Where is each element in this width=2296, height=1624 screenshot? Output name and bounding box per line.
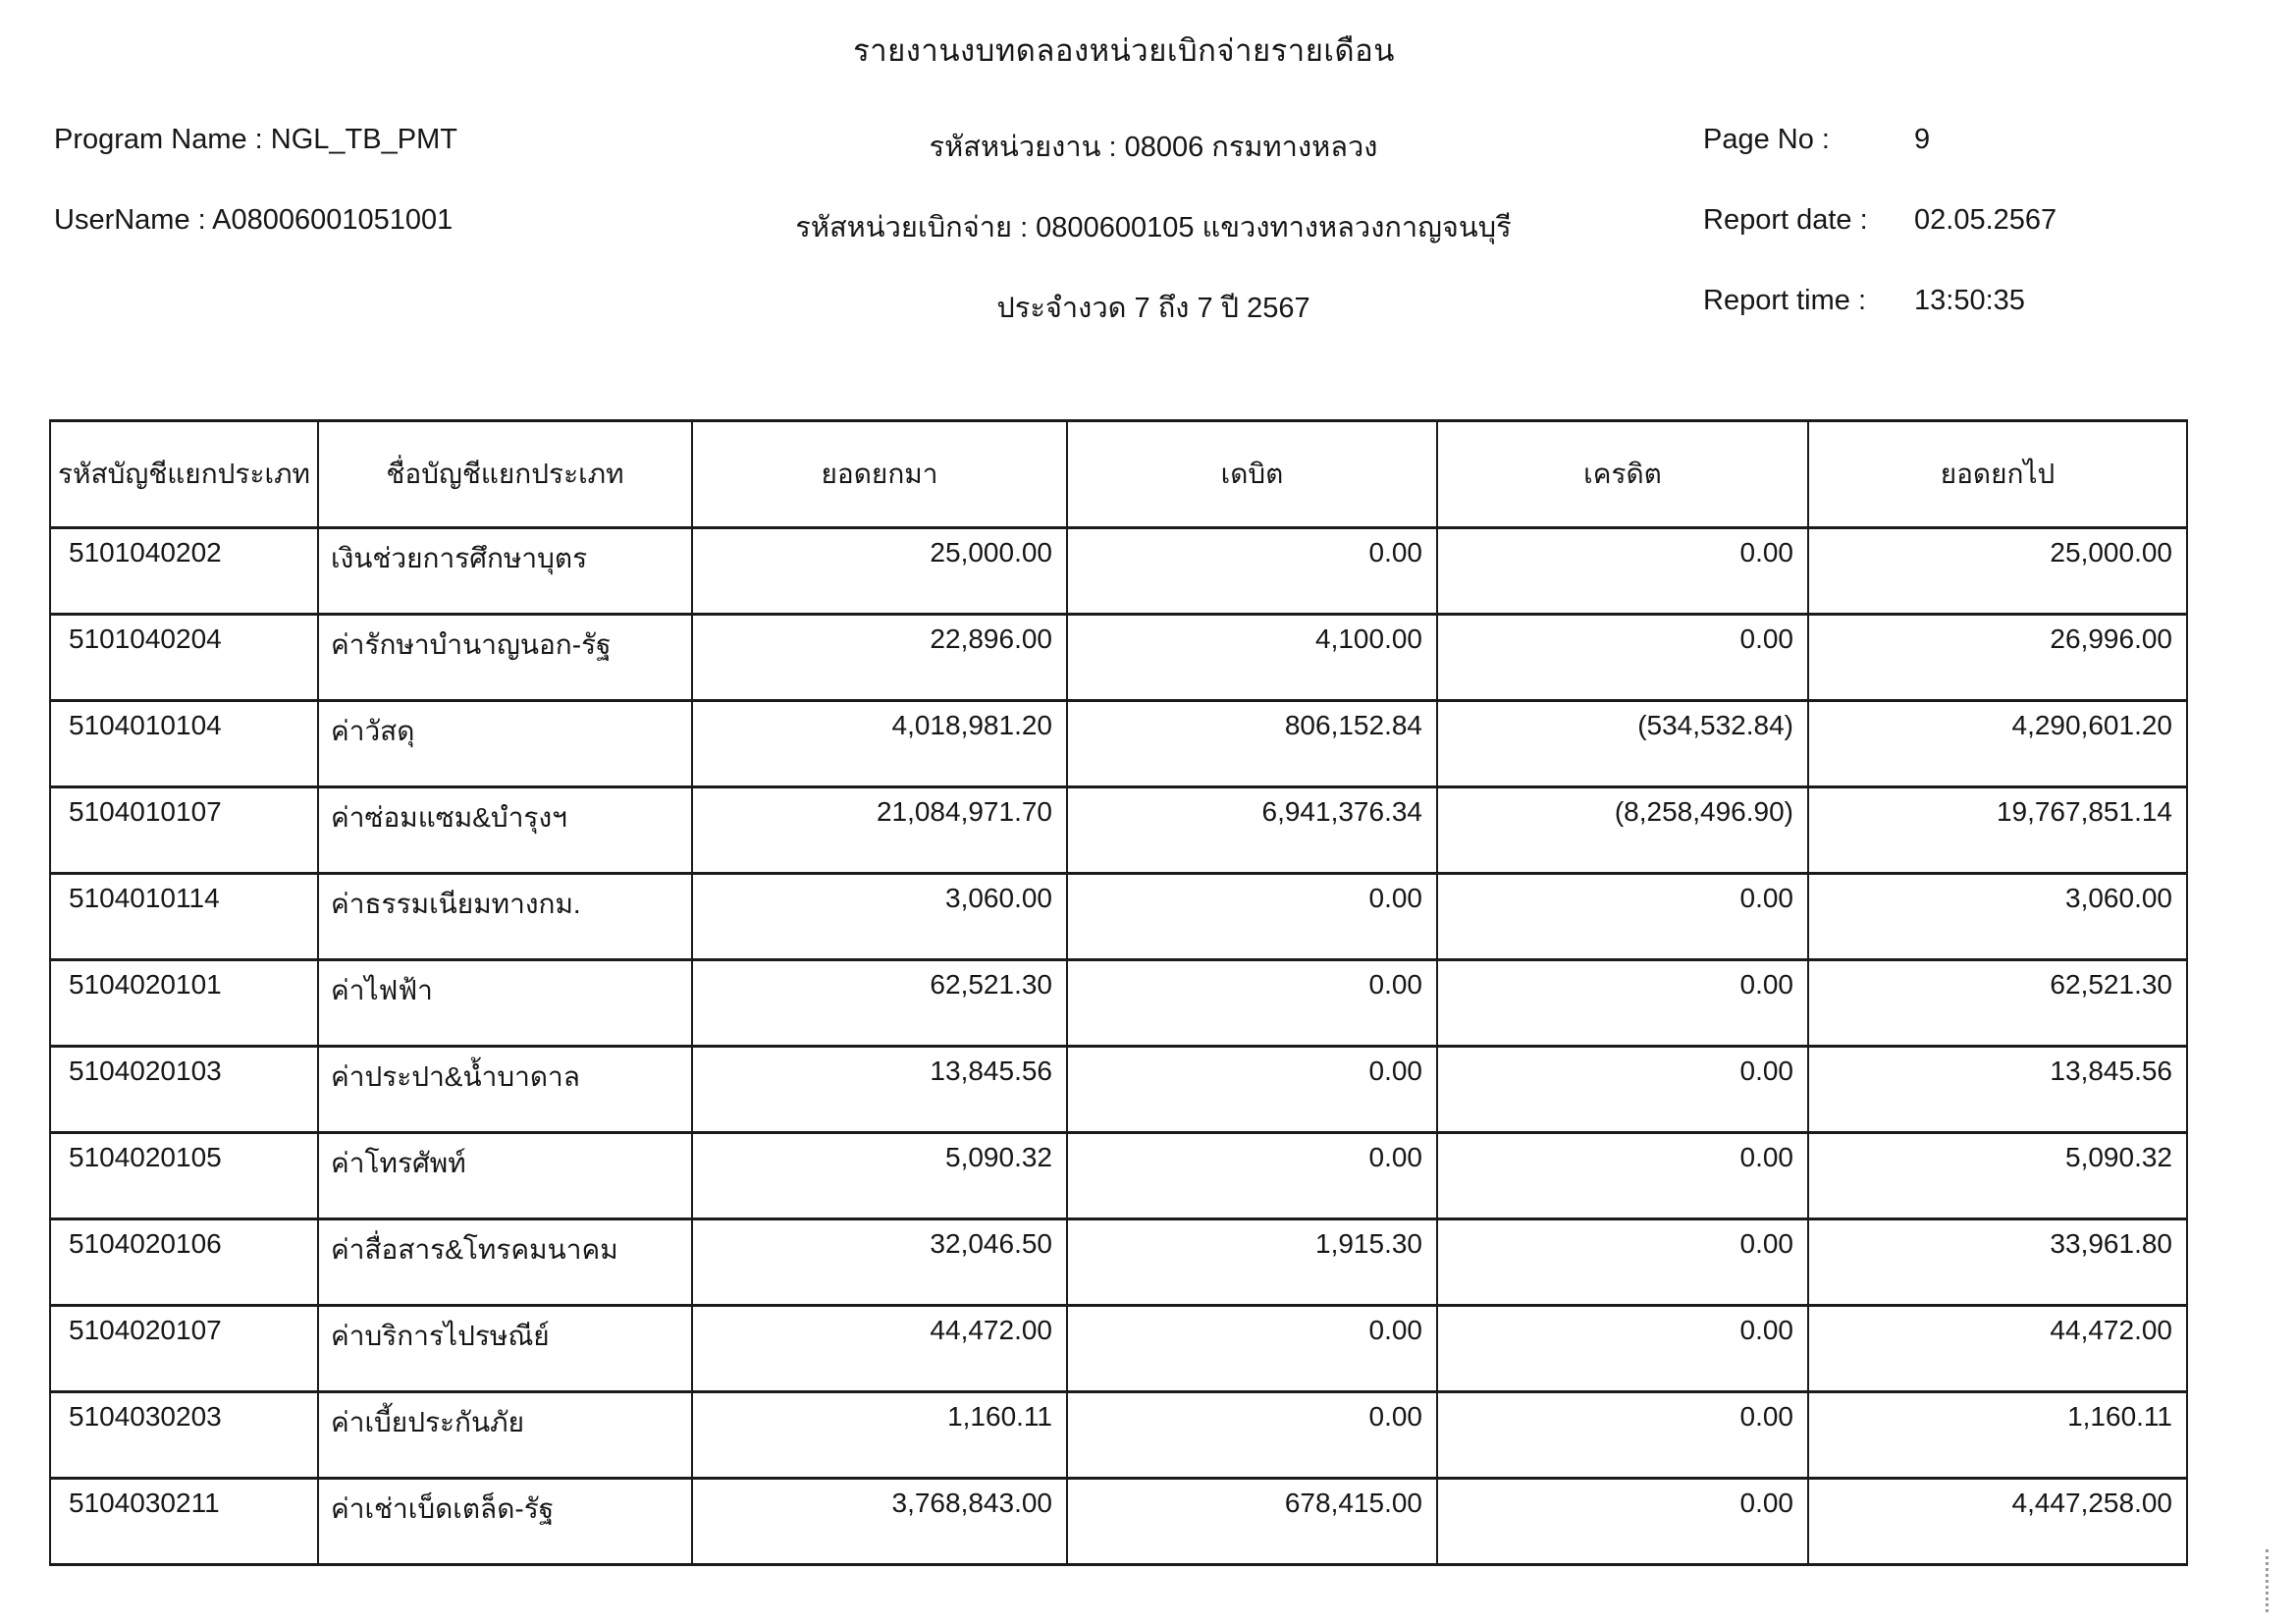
table-row	[50, 528, 2187, 615]
col-header-ending-balance: ยอดยกไป	[1808, 421, 2187, 528]
debit-amount: 678,415.00	[1067, 1479, 1437, 1565]
credit-amount: 0.00	[1437, 1219, 1808, 1306]
debit-amount: 0.00	[1067, 528, 1437, 615]
account-name: ค่าสื่อสาร&โทรคมนาคม	[318, 1219, 692, 1306]
debit-amount: 0.00	[1067, 1047, 1437, 1133]
col-header-credit: เครดิต	[1437, 421, 1808, 528]
account-code: 5104010114	[50, 874, 318, 960]
beginning-balance: 32,046.50	[692, 1219, 1067, 1306]
table-row	[50, 787, 2187, 874]
report-date-label: Report date :	[1703, 204, 1868, 236]
debit-amount: 0.00	[1067, 874, 1437, 960]
disbursement-unit-line: รหัสหน่วยเบิกจ่าย : 0800600105 แขวงทางหลวงกาญจนบุรี	[795, 212, 1512, 244]
table-row	[50, 1392, 2187, 1479]
account-code: 5104020105	[50, 1133, 318, 1219]
ending-balance: 62,521.30	[1808, 960, 2187, 1047]
debit-amount: 0.00	[1067, 1133, 1437, 1219]
credit-amount: 0.00	[1437, 1392, 1808, 1479]
account-name: ค่าโทรศัพท์	[318, 1133, 692, 1219]
account-code: 5104020106	[50, 1219, 318, 1306]
account-code: 5104030203	[50, 1392, 318, 1479]
beginning-balance: 21,084,971.70	[692, 787, 1067, 874]
username-value: A08006001051001	[212, 204, 454, 236]
credit-amount: 0.00	[1437, 1133, 1808, 1219]
debit-amount: 806,152.84	[1067, 701, 1437, 787]
col-header-account-name: ชื่อบัญชีแยกประเภท	[318, 421, 692, 528]
account-code: 5104020107	[50, 1306, 318, 1392]
period-line: ประจำงวด 7 ถึง 7 ปี 2567	[996, 293, 1310, 324]
account-code: 5101040204	[50, 615, 318, 701]
ending-balance: 26,996.00	[1808, 615, 2187, 701]
beginning-balance: 13,845.56	[692, 1047, 1067, 1133]
col-header-debit: เดบิต	[1067, 421, 1437, 528]
debit-amount: 4,100.00	[1067, 615, 1437, 701]
debit-amount: 1,915.30	[1067, 1219, 1437, 1306]
beginning-balance: 4,018,981.20	[692, 701, 1067, 787]
ending-balance: 44,472.00	[1808, 1306, 2187, 1392]
table-row	[50, 1479, 2187, 1565]
table-row	[50, 1047, 2187, 1133]
account-code: 5104020101	[50, 960, 318, 1047]
credit-amount: 0.00	[1437, 615, 1808, 701]
debit-amount: 0.00	[1067, 960, 1437, 1047]
credit-amount: (8,258,496.90)	[1437, 787, 1808, 874]
table-row	[50, 874, 2187, 960]
scan-artifact	[2266, 1549, 2269, 1612]
table-header-row	[50, 421, 2187, 528]
page-no-label: Page No :	[1703, 124, 1830, 155]
table-row	[50, 1306, 2187, 1392]
account-name: ค่าไฟฟ้า	[318, 960, 692, 1047]
beginning-balance: 5,090.32	[692, 1133, 1067, 1219]
table-row	[50, 701, 2187, 787]
account-code: 5104030211	[50, 1479, 318, 1565]
debit-amount: 0.00	[1067, 1392, 1437, 1479]
beginning-balance: 22,896.00	[692, 615, 1067, 701]
report-title: รายงานงบทดลองหน่วยเบิกจ่ายรายเดือน	[853, 33, 1395, 68]
col-header-beginning-balance: ยอดยกมา	[692, 421, 1067, 528]
account-code: 5104010107	[50, 787, 318, 874]
beginning-balance: 44,472.00	[692, 1306, 1067, 1392]
table-row	[50, 615, 2187, 701]
credit-amount: 0.00	[1437, 1306, 1808, 1392]
ending-balance: 4,290,601.20	[1808, 701, 2187, 787]
credit-amount: 0.00	[1437, 1479, 1808, 1565]
beginning-balance: 25,000.00	[692, 528, 1067, 615]
credit-amount: 0.00	[1437, 960, 1808, 1047]
beginning-balance: 1,160.11	[692, 1392, 1067, 1479]
account-name: ค่าซ่อมแซม&บำรุงฯ	[318, 787, 692, 874]
ending-balance: 19,767,851.14	[1808, 787, 2187, 874]
account-name: ค่าธรรมเนียมทางกม.	[318, 874, 692, 960]
beginning-balance: 62,521.30	[692, 960, 1067, 1047]
beginning-balance: 3,768,843.00	[692, 1479, 1067, 1565]
program-name-label: Program Name :	[54, 124, 263, 155]
account-code: 5104010104	[50, 701, 318, 787]
ending-balance: 13,845.56	[1808, 1047, 2187, 1133]
account-code: 5101040202	[50, 528, 318, 615]
account-name: ค่าบริการไปรษณีย์	[318, 1306, 692, 1392]
department-code-line: รหัสหน่วยงาน : 08006 กรมทางหลวง	[929, 132, 1378, 163]
account-name: เงินช่วยการศึกษาบุตร	[318, 528, 692, 615]
account-name: ค่ารักษาบำนาญนอก-รัฐ	[318, 615, 692, 701]
beginning-balance: 3,060.00	[692, 874, 1067, 960]
debit-amount: 6,941,376.34	[1067, 787, 1437, 874]
page-no-value: 9	[1914, 124, 1931, 155]
report-time-value: 13:50:35	[1914, 285, 2025, 316]
report-date-value: 02.05.2567	[1914, 204, 2057, 236]
report-time-label: Report time :	[1703, 285, 1866, 316]
ending-balance: 3,060.00	[1808, 874, 2187, 960]
account-name: ค่าเบี้ยประกันภัย	[318, 1392, 692, 1479]
debit-amount: 0.00	[1067, 1306, 1437, 1392]
account-name: ค่าประปา&น้ำบาดาล	[318, 1047, 692, 1133]
account-name: ค่าเช่าเบ็ดเตล็ด-รัฐ	[318, 1479, 692, 1565]
col-header-account-code: รหัสบัญชีแยกประเภท	[50, 421, 318, 528]
program-name-value: NGL_TB_PMT	[270, 124, 457, 155]
account-code: 5104020103	[50, 1047, 318, 1133]
trial-balance-table	[49, 419, 2188, 1566]
ending-balance: 5,090.32	[1808, 1133, 2187, 1219]
username-label: UserName :	[54, 204, 206, 236]
ending-balance: 1,160.11	[1808, 1392, 2187, 1479]
account-name: ค่าวัสดุ	[318, 701, 692, 787]
table-row	[50, 960, 2187, 1047]
credit-amount: 0.00	[1437, 1047, 1808, 1133]
credit-amount: 0.00	[1437, 874, 1808, 960]
username-line	[54, 204, 453, 237]
ending-balance: 25,000.00	[1808, 528, 2187, 615]
credit-amount: 0.00	[1437, 528, 1808, 615]
credit-amount: (534,532.84)	[1437, 701, 1808, 787]
program-name-line	[54, 124, 457, 156]
table-row	[50, 1219, 2187, 1306]
table-row	[50, 1133, 2187, 1219]
ending-balance: 4,447,258.00	[1808, 1479, 2187, 1565]
ending-balance: 33,961.80	[1808, 1219, 2187, 1306]
